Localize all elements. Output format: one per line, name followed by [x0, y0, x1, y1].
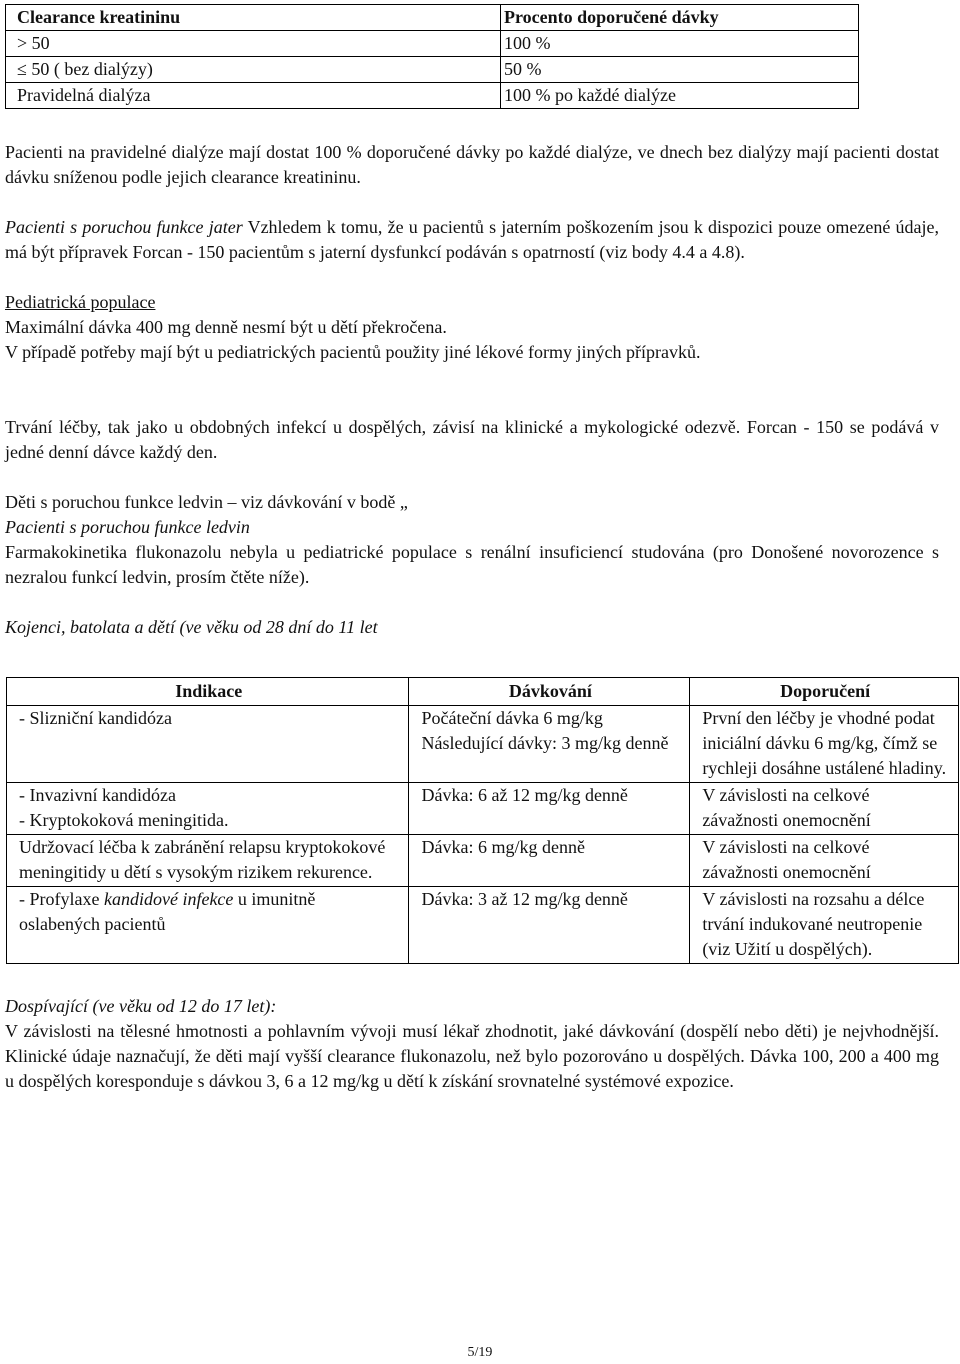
header-creatinine-clearance: Clearance kreatininu — [6, 5, 501, 31]
dialysis-paragraph: Pacienti na pravidelné dialýze mají dostat 100 % doporučené dávky po každé dialýze, ve dnech bez dialýzy mají pacienti dostat dávku sníženou podle jejich clearance kreatininu. — [5, 142, 939, 187]
cell-line: - Kryptokoková meningitida. — [19, 810, 229, 830]
pediatric-heading-text: Pediatrická populace — [5, 292, 156, 312]
adolescents-paragraph: V závislosti na tělesné hmotnosti a pohlavním vývoji musí lékař zhodnotit, jaké dávkování (dospělí nebo děti) je nejvhodnější. Klinické údaje naznačují, že děti mají vyšší clearance flukonazolu, než bylo pozorováno u dospělých. Dávka 100, 200 a 400 mg u dospělých koresponduje s dávkou 3, 6 a 12 mg/kg u dětí k získání srovnatelné systémové expozice. — [5, 1021, 939, 1091]
duration-paragraph: Trvání léčby, tak jako u obdobných infekcí u dospělých, závisí na klinické a mykologické odezvě. Forcan - 150 se podává v jedné denní dávce každý den. — [5, 417, 939, 462]
table-row — [6, 31, 859, 57]
table-cell: 100 % po každé dialýze — [501, 83, 859, 109]
pediatric-heading — [5, 290, 939, 315]
table-cell: V závislosti na celkové závažnosti onemocnění — [690, 783, 959, 835]
table-row — [6, 57, 859, 83]
table-cell: > 50 — [6, 31, 501, 57]
table-row — [7, 706, 959, 783]
table-header-row — [6, 5, 859, 31]
table-cell: Dávka: 3 až 12 mg/kg denně — [409, 887, 690, 964]
table-cell: Pravidelná dialýza — [6, 83, 501, 109]
table-cell: V závislosti na celkové závažnosti onemocnění — [690, 835, 959, 887]
kidney-paragraph: Farmakokinetika flukonazolu nebyla u pediatrické populace s renální insuficiencí studována (pro Donošené novorozence s nezralou funkcí ledvin, prosím čtěte níže). — [5, 542, 939, 587]
header-doporuceni: Doporučení — [690, 678, 959, 706]
table-cell — [7, 887, 409, 964]
document-page — [5, 4, 947, 1094]
table-cell: 50 % — [501, 57, 859, 83]
table-cell: První den léčby je vhodné podat iniciální dávku 6 mg/kg, čímž se rychleji dosáhne ustálené hladiny. — [690, 706, 959, 783]
table-cell: Dávka: 6 až 12 mg/kg denně — [409, 783, 690, 835]
adolescents-heading: Dospívající (ve věku od 12 do 17 let): — [5, 996, 277, 1016]
infants-heading: Kojenci, batolata a dětí (ve věku od 28 dní do 11 let — [5, 617, 378, 637]
table-row — [6, 83, 859, 109]
table-cell — [7, 783, 409, 835]
table-row — [7, 887, 959, 964]
page-number: 5/19 — [467, 1345, 493, 1360]
kidney-line-1: Děti s poruchou funkce ledvin – viz dávkování v bodě „ — [5, 492, 408, 512]
table-cell: V závislosti na rozsahu a délce trvání indukované neutropenie (viz Užití u dospělých). — [690, 887, 959, 964]
pediatric-line-1: Maximální dávka 400 mg denně nesmí být u dětí překročena. — [5, 317, 447, 337]
liver-heading: Pacienti s poruchou funkce jater — [5, 217, 243, 237]
header-indikace: Indikace — [7, 678, 409, 706]
table-cell: ≤ 50 ( bez dialýzy) — [6, 57, 501, 83]
cell-text: - Profylaxe — [19, 889, 104, 909]
liver-paragraph — [5, 215, 939, 265]
header-davkovani: Dávkování — [409, 678, 690, 706]
table-row — [7, 783, 959, 835]
indication-table — [6, 677, 959, 964]
table-cell: Udržovací léčba k zabránění relapsu kryptokokové meningitidy u dětí s vysokým rizikem rekurence. — [7, 835, 409, 887]
kidney-line-2: Pacienti s poruchou funkce ledvin — [5, 517, 250, 537]
liver-text: Vzhledem k tomu, že u pacientů s jaterním poškozením jsou k dispozici pouze omezené údaje, má být přípravek Forcan - 150 pacientům s jaterní dysfunkcí podáván s opatrností (viz body 4.4 a 4.8). — [5, 217, 939, 262]
cell-line: - Invazivní kandidóza — [19, 785, 176, 805]
table-row — [7, 835, 959, 887]
table-cell: - Slizniční kandidóza — [7, 706, 409, 783]
cell-text-italic: kandidové infekce — [103, 889, 234, 909]
creatinine-clearance-table — [5, 4, 859, 109]
pediatric-line-2: V případě potřeby mají být u pediatrických pacientů použity jiné lékové formy jiných přípravků. — [5, 342, 701, 362]
table-cell: Počáteční dávka 6 mg/kg Následující dávky: 3 mg/kg denně — [409, 706, 690, 783]
table-cell: 100 % — [501, 31, 859, 57]
table-cell: Dávka: 6 mg/kg denně — [409, 835, 690, 887]
table-header-row — [7, 678, 959, 706]
cell-text: u imunitně oslabených pacientů — [19, 889, 316, 934]
header-dose-percent: Procento doporučené dávky — [501, 5, 859, 31]
